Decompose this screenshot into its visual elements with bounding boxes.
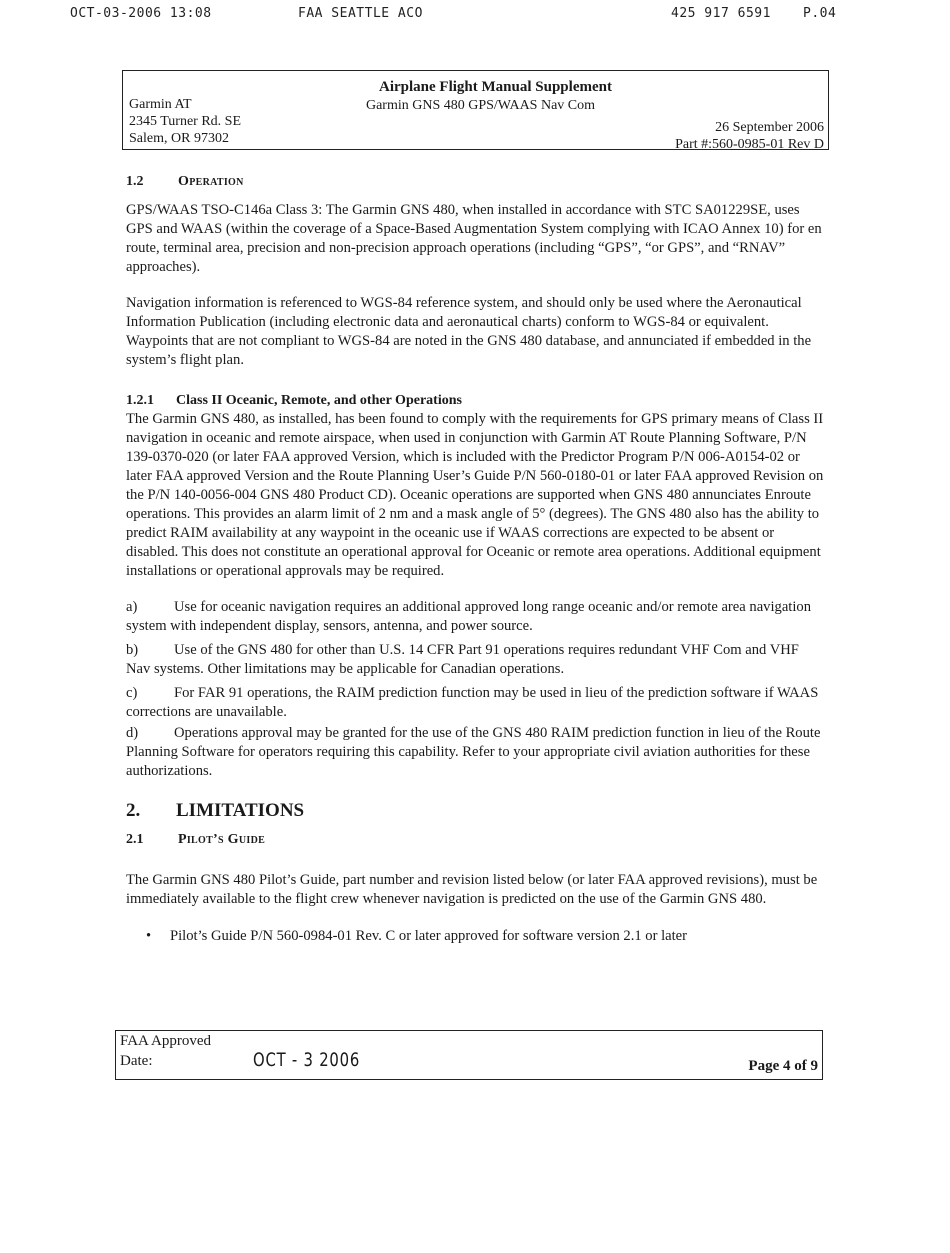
date-stamp: OCT - 3 2006 — [253, 1049, 361, 1071]
section-2-heading — [126, 801, 826, 820]
list-item-label: c) — [126, 685, 138, 701]
list-item-text: Use of the GNS 480 for other than U.S. 14 CFR Part 91 operations requires redundant VHF Com and VHF Nav systems. Other limitations may be applicable for Canadian operations. — [126, 642, 799, 677]
company-city: Salem, OR 97302 — [129, 131, 229, 146]
bullet-glyph: • — [146, 928, 152, 944]
fax-phone: 425 917 6591 — [671, 6, 771, 21]
document-body — [126, 172, 826, 946]
document-title: Airplane Flight Manual Supplement — [379, 79, 612, 95]
bullet-text: Pilot’s Guide P/N 560-0984-01 Rev. C or later approved for software version 2.1 or later — [170, 928, 688, 944]
faa-approved-label: FAA Approved — [120, 1033, 211, 1049]
bullet-item — [126, 927, 826, 946]
section-1-2-heading — [126, 172, 826, 191]
list-item-label: d) — [126, 725, 139, 741]
document-header-box — [122, 70, 829, 150]
list-item-text: For FAR 91 operations, the RAIM prediction function may be used in lieu of the prediction software if WAAS corrections are unavailable. — [126, 685, 819, 720]
section-title: LIMITATIONS — [176, 800, 305, 821]
section-number: 1.2.1 — [126, 393, 154, 408]
paragraph: The Garmin GNS 480 Pilot’s Guide, part number and revision listed below (or later FAA approved revisions), must be immediately available to the flight crew whenever navigation is predicted on the use of the Garmin GNS 480. — [126, 872, 818, 907]
company-name: Garmin AT — [129, 97, 192, 112]
section-number: 1.2 — [126, 174, 144, 189]
document-date: 26 September 2006 — [715, 120, 824, 135]
list-item-label: b) — [126, 642, 139, 658]
list-item — [126, 684, 826, 722]
fax-datetime: OCT-03-2006 13:08 — [70, 6, 212, 21]
list-item-text: Operations approval may be granted for the use of the GNS 480 RAIM prediction function in lieu of the Route Planning Software for operators requiring this capability. Refer to your appropriate civil aviation authorities for these authorizations. — [126, 725, 821, 779]
list-item — [126, 724, 826, 781]
document-meta — [675, 119, 824, 153]
section-number: 2.1 — [126, 832, 144, 847]
company-street: 2345 Turner Rd. SE — [129, 114, 242, 129]
section-title: Operation — [178, 174, 244, 189]
date-label: Date: — [120, 1053, 153, 1069]
fax-header — [0, 6, 950, 24]
section-title: Pilot’s Guide — [178, 832, 266, 847]
fax-sender: FAA SEATTLE ACO — [298, 6, 423, 21]
document-subtitle: Garmin GNS 480 GPS/WAAS Nav Com — [365, 98, 596, 113]
requirements-list — [126, 598, 826, 781]
section-1-2-1-heading — [126, 391, 826, 410]
company-address — [129, 96, 241, 147]
paragraph: The Garmin GNS 480, as installed, has been found to comply with the requirements for GPS primary means of Class II navigation in oceanic and remote airspace, when used in conjunction with Garmin AT Route Planning Software, P/N 139-0370-020 (or later FAA approved Version, which is included with the Predictor Program P/N 006-A0154-02 or later FAA approved Version and the Route Planning User’s Guide P/N 560-0180-01 or later FAA approved Revision on the P/N 140-0056-004 GNS 480 Product CD). Oceanic operations are supported when GNS 480 annunciates Enroute operations. This provides an alarm limit of 2 nm and a mask angle of 5° (degrees). The GNS 480 also has the ability to predict RAIM availability at any waypoint in the oceanic use if WAAS corrections are expected to be absent or disabled. This does not constitute an operational approval for Oceanic or remote area operations. Additional equipment installations or operational approvals may be required. — [126, 411, 824, 579]
list-item — [126, 598, 826, 636]
section-2-1-heading — [126, 830, 826, 849]
page-number: Page 4 of 9 — [748, 1058, 818, 1074]
paragraph: Navigation information is referenced to WGS-84 reference system, and should only be used where the Aeronautical Information Publication (including electronic data and aeronautical charts) conform to WGS-84 or equivalent. Waypoints that are not compliant to WGS-84 are noted in the GNS 480 database, and annunciated if embedded in the system’s flight plan. — [126, 295, 812, 368]
list-item — [126, 641, 826, 679]
section-number: 2. — [126, 800, 141, 821]
fax-page: P.04 — [803, 6, 837, 21]
list-item-text: Use for oceanic navigation requires an additional approved long range oceanic and/or remote area navigation system with independent display, sensors, antenna, and power source. — [126, 599, 811, 634]
document-part-number: Part #:560-0985-01 Rev D — [675, 137, 824, 152]
section-title: Class II Oceanic, Remote, and other Operations — [176, 393, 462, 408]
footer-box — [115, 1030, 823, 1080]
list-item-label: a) — [126, 599, 138, 615]
paragraph: GPS/WAAS TSO-C146a Class 3: The Garmin GNS 480, when installed in accordance with STC SA01229SE, uses GPS and WAAS (within the coverage of a Space-Based Augmentation System complying with ICAO Annex 10) for en route, terminal area, precision and non-precision approach operations (including “GPS”, “or GPS”, and “RNAV” approaches). — [126, 202, 822, 275]
